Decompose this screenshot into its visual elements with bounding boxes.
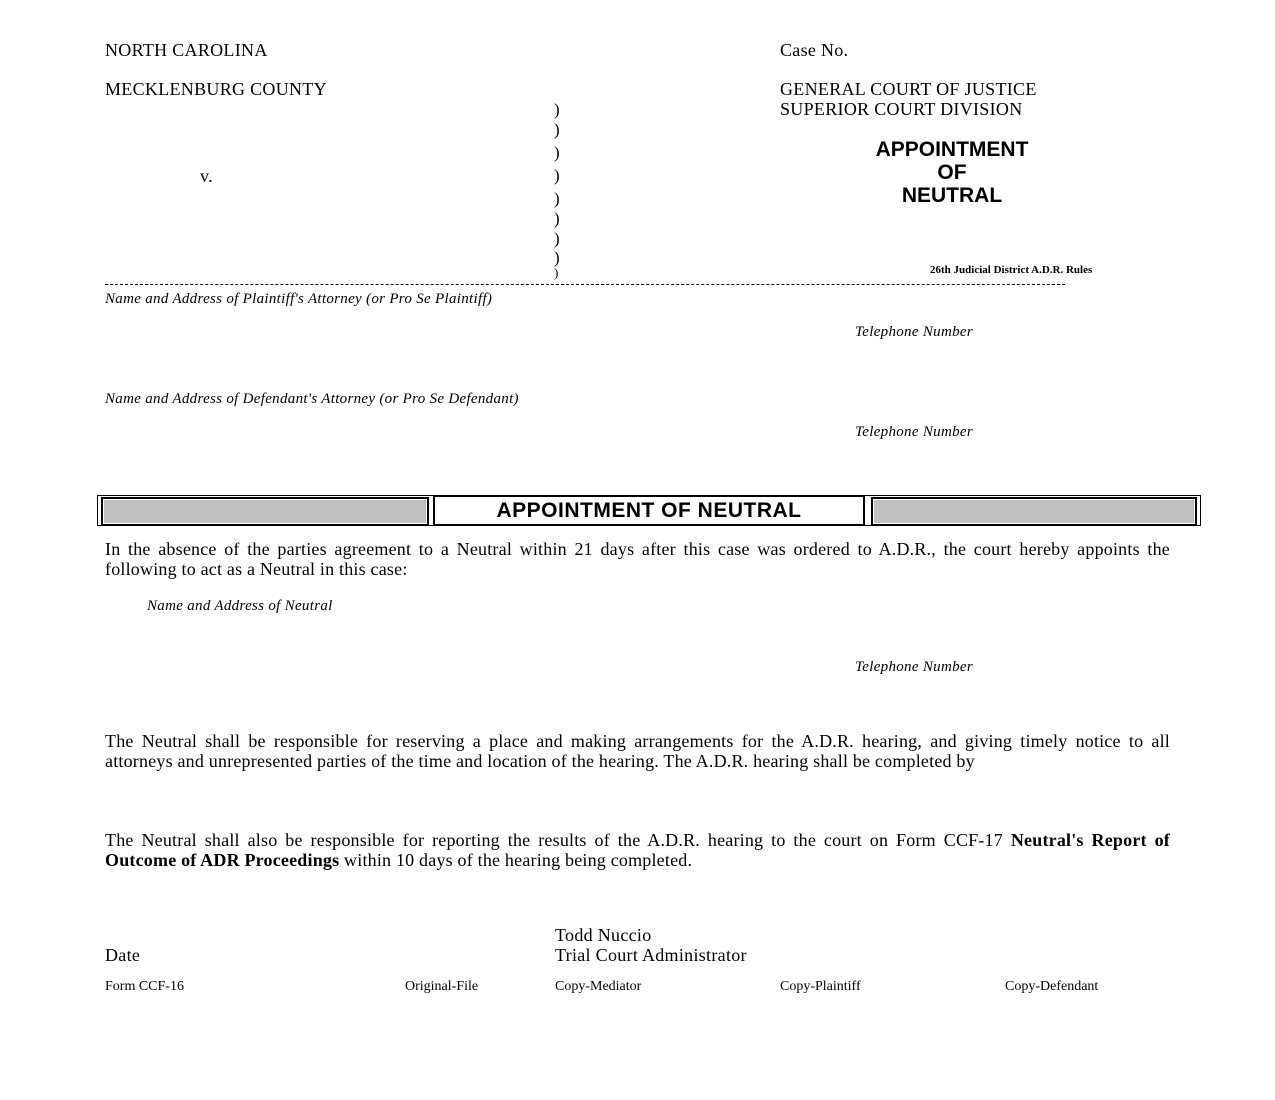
- date-label: Date: [105, 945, 141, 965]
- form-title-line3: NEUTRAL: [901, 184, 1003, 207]
- court-name-line1: GENERAL COURT OF JUSTICE: [780, 79, 1037, 99]
- neutral-phone-label: Telephone Number: [855, 659, 973, 675]
- rules-label: 26th Judicial District A.D.R. Rules: [930, 264, 1093, 276]
- county-label: MECKLENBURG COUNTY: [105, 79, 327, 99]
- banner-left-bar: [101, 497, 429, 526]
- caption-paren: ): [554, 248, 560, 267]
- administrator-title: Trial Court Administrator: [555, 945, 747, 965]
- state-label: NORTH CAROLINA: [105, 40, 268, 60]
- intro-paragraph: In the absence of the parties agreement to a Neutral within 21 days after this case was ordered to A.D.R., the court hereby appoints the following to act as a Neutral in this case:: [105, 539, 1170, 579]
- defendant-attorney-label: Name and Address of Defendant's Attorney (or Pro Se Defendant): [105, 391, 519, 407]
- report-text-part2: within 10 days of the hearing being completed.: [344, 850, 693, 870]
- plaintiff-phone-label: Telephone Number: [855, 324, 973, 340]
- copy-defendant: Copy-Defendant: [1005, 979, 1099, 994]
- caption-paren: ): [554, 229, 560, 248]
- banner-right-bar: [871, 497, 1197, 526]
- form-title-line2: OF: [937, 161, 967, 184]
- report-text-part1: The Neutral shall also be responsible for reporting the results of the A.D.R. hearing to the court on Form CCF-17: [105, 830, 1003, 850]
- form-id: Form CCF-16: [105, 979, 184, 994]
- plaintiff-attorney-label: Name and Address of Plaintiff's Attorney (or Pro Se Plaintiff): [105, 291, 493, 307]
- caption-paren: ): [554, 166, 560, 185]
- caption-paren: ): [554, 209, 560, 228]
- caption-paren: ): [554, 120, 560, 139]
- versus-label: v.: [200, 166, 213, 186]
- copy-original-file: Original-File: [405, 979, 479, 994]
- form-title-line1: APPOINTMENT: [875, 138, 1029, 161]
- caption-paren: ): [554, 143, 560, 162]
- copy-plaintiff: Copy-Plaintiff: [780, 979, 861, 994]
- caption-divider: [105, 284, 1065, 285]
- administrator-name: Todd Nuccio: [555, 925, 652, 945]
- report-paragraph: [105, 830, 1170, 870]
- caption-paren: ): [554, 265, 559, 280]
- responsibility-paragraph: The Neutral shall be responsible for reserving a place and making arrangements for the A.D.R. hearing, and giving timely notice to all attorneys and unrepresented parties of the time and location of the hearing. The A.D.R. hearing shall be completed by: [105, 731, 1170, 771]
- copy-mediator: Copy-Mediator: [555, 979, 642, 994]
- banner-title-box: [433, 495, 865, 526]
- case-number-label: Case No.: [780, 40, 849, 60]
- caption-paren: ): [554, 189, 560, 208]
- report-form-name: Neutral's Report of Outcome of ADR Proceedings: [105, 830, 1170, 870]
- defendant-phone-label: Telephone Number: [855, 424, 973, 440]
- caption-paren: ): [554, 100, 560, 119]
- neutral-name-label: Name and Address of Neutral: [147, 598, 333, 614]
- court-name-line2: SUPERIOR COURT DIVISION: [780, 99, 1023, 119]
- banner-title: APPOINTMENT OF NEUTRAL: [496, 498, 802, 522]
- form-title: [832, 138, 1072, 207]
